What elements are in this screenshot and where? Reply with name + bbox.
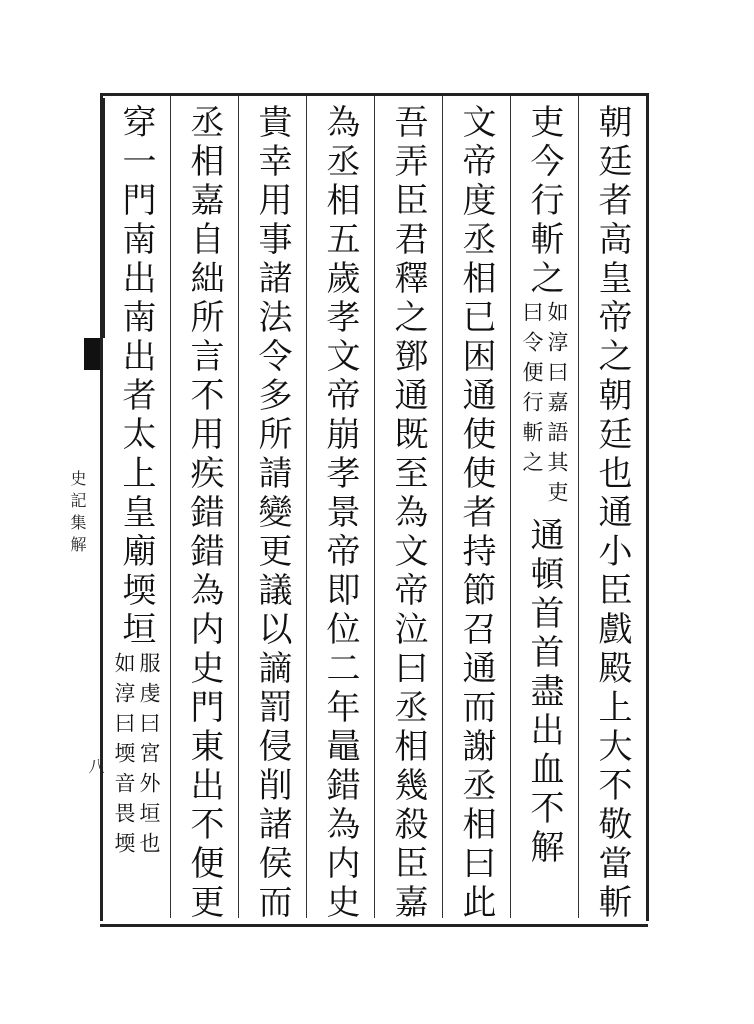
commentary-line: 如淳曰嘉語其吏 [545,301,569,511]
text-column-6 [244,104,300,923]
column-text: 朝廷者高皇帝之朝廷也通小臣戲殿上大不敬當斬 [592,104,632,923]
text-column-4 [380,104,436,923]
commentary-block [113,652,159,862]
commentary-block [521,301,567,511]
text-column-2 [516,104,572,868]
column-rule [374,96,375,918]
text-column-1 [584,104,640,923]
column-text: 丞相嘉自絀所言不用疾錯錯為内史門東出不便更 [184,104,224,923]
text-column-5 [312,104,368,923]
fishtail-mark [84,338,100,370]
column-rule [170,96,171,918]
column-text-continued: 通頓首首盡出血不解 [524,517,564,868]
text-column-3 [448,104,504,923]
text-column-7 [176,104,232,923]
commentary-line: 曰令便行斬之 [520,301,544,481]
column-rule [442,96,443,918]
commentary-line: 如淳曰堧音畏堧 [112,652,136,862]
frame-right-border [646,93,649,921]
column-rule [306,96,307,918]
gutter-book-title: 史記集解 [68,470,87,558]
column-text: 貴幸用事諸法令多所請變更議以謫罰侵削諸侯而 [252,104,292,923]
column-rule [510,96,511,918]
column-rule [578,96,579,918]
column-text: 為丞相五歲孝文帝崩孝景帝即位二年鼂錯為内史 [320,104,360,923]
margin-block [84,98,105,338]
commentary-line: 服虔曰宮外垣也 [137,652,161,862]
column-rule [238,96,239,918]
column-text: 吏今行斬之 [524,104,564,299]
gutter-page-number: 八 [86,758,105,774]
column-text: 穿一門南出南出者太上皇廟堧垣 [116,104,156,650]
text-column-8 [108,104,164,862]
column-text: 文帝度丞相已困通使使者持節召通而謝丞相曰此 [456,104,496,923]
column-text: 吾弄臣君釋之鄧通既至為文帝泣曰丞相幾殺臣嘉 [388,104,428,923]
